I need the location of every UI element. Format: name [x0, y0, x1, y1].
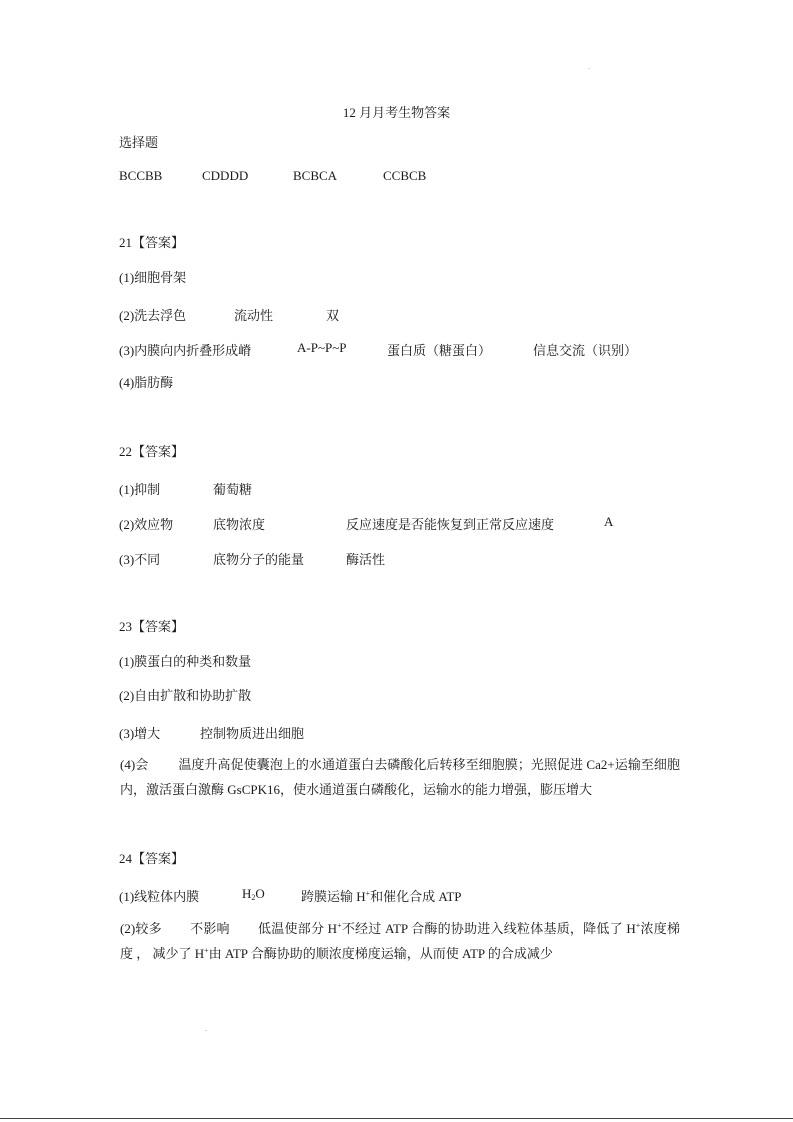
scan-speck: . [205, 1024, 207, 1033]
mc-answer-group-3: BCBCA [293, 168, 338, 183]
q22-answer-1b: 葡萄糖 [213, 482, 253, 497]
q21-heading: 21【答案】 [119, 235, 185, 250]
q24-answer-1c: 跨膜运输 H+和催化合成 ATP [301, 889, 462, 904]
mc-answer-group-1: BCCBB [119, 168, 163, 183]
q23-answer-4-text: 温度升高促使囊泡上的水通道蛋白去磷酸化后转移至细胞膜；光照促进 Ca2+运输至细胞内，激活蛋白激酶 GsCPK16，使水通道蛋白磷酸化，运输水的能力增强，膨压增大 [120, 757, 680, 797]
q23-answer-2: (2)自由扩散和协助扩散 [119, 688, 252, 703]
q23-answer-1: (1)膜蛋白的种类和数量 [119, 654, 252, 669]
q22-answer-2b: 底物浓度 [213, 517, 266, 532]
q24-answer-1a: (1)线粒体内膜 [119, 889, 200, 904]
q21-answer-3a: (3)内膜向内折叠形成嵴 [119, 343, 252, 358]
q21-answer-4: (4)脂肪酶 [119, 375, 174, 390]
q22-answer-1a: (1)抑制 [119, 482, 161, 497]
q22-answer-2d: A [604, 514, 614, 529]
q23-answer-4-label: (4)会 [120, 757, 149, 772]
page-bottom-border [0, 1118, 793, 1119]
q24-answer-2-label: (2)较多 [120, 921, 162, 936]
q24-answer-2: (2)较多 不影响 低温使部分 H+不经过 ATP 合酶的协助进入线粒体基质，降低了 H+浓度梯度 ， 减少了 H+由 ATP 合酶协助的顺浓度梯度运输，从而使 ATP 的合成减少 [120, 921, 680, 961]
q22-heading: 22【答案】 [119, 444, 185, 459]
q21-answer-3c: 蛋白质（糖蛋白） [387, 343, 492, 358]
q24-answer-2-b: 不影响 [189, 921, 230, 936]
q23-answer-4 [120, 752, 680, 802]
q22-answer-3c: 酶活性 [346, 552, 386, 567]
q22-answer-2a: (2)效应物 [119, 517, 174, 532]
mc-heading: 选择题 [119, 135, 159, 150]
q22-answer-2c: 反应速度是否能恢复到正常反应速度 [346, 517, 555, 532]
q22-answer-3a: (3)不同 [119, 552, 161, 567]
q21-answer-2b: 流动性 [234, 308, 274, 323]
q21-answer-2a: (2)洗去浮色 [119, 308, 187, 323]
mc-answer-group-2: CDDDD [202, 168, 249, 183]
scan-speck: . [588, 62, 590, 71]
q21-answer-3b: A-P~P~P [297, 340, 347, 355]
q24-heading: 24【答案】 [119, 851, 185, 866]
q24-answer-1b: $H_2O$ [242, 886, 265, 902]
q22-answer-3b: 底物分子的能量 [213, 552, 305, 567]
q21-answer-2c: 双 [326, 308, 340, 323]
page-title: 12 月月考生物答案 [342, 105, 451, 120]
mc-answer-group-4: CCBCB [383, 168, 427, 183]
q21-answer-3d: 信息交流（识别） [533, 343, 638, 358]
q23-answer-3a: (3)增大 [119, 726, 161, 741]
q23-answer-3b: 控制物质进出细胞 [200, 726, 305, 741]
q23-heading: 23【答案】 [119, 619, 185, 634]
q21-answer-1: (1)细胞骨架 [119, 270, 187, 285]
